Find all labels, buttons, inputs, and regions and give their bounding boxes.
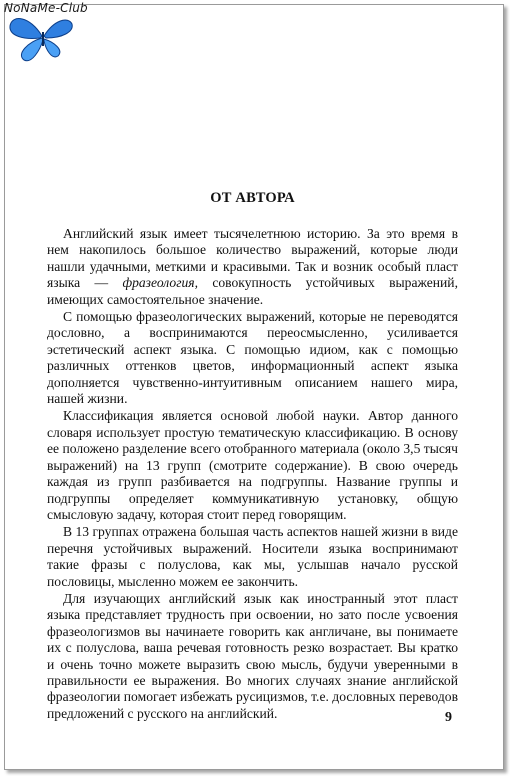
paragraph-1-text-end: совокупность устойчивых выражений, имеющих самостоятельное значение.: [47, 275, 458, 307]
main-content: [47, 190, 458, 722]
paragraph-2: С помощью фразеологических выражений, которые не переводятся дословно, а воспринимаются переосмысленно, усиливается эстетический аспект языка. С помощью идиом, как с помощью различных оттенков цветов, информационный аспект языка дополняется чувственно-интуитивным описанием нашего мира, нашей жизни.: [47, 309, 458, 407]
paragraph-4: В 13 группах отражена большая часть аспектов нашей жизни в виде перечня устойчивых выражений. Носители языка воспринимают такие фразы с полуслова, как мы, услышав начало русской пословицы, мысленно можем ее закончить.: [47, 524, 458, 589]
paragraph-1-text-start: Английский язык имеет тысячелетнюю историю. За это время в нем накопилось большое количество выражений, которые люди нашли удачными, меткими и красивыми. Так и возник особый пласт языка —: [47, 226, 458, 291]
page-number: 9: [445, 710, 452, 725]
paragraph-1: [47, 226, 458, 308]
paragraph-3: Классификация является основой любой науки. Автор данного словаря использует простую тематическую классификацию. В основу ее положено разделение всего отобранного материала (около 3,5 тысяч выражений) на 13 групп (смотрите содержание). В свою очередь каждая из групп разбивается на подгруппы. Название группы и подгруппы определяет коммуникативную установку, общую смысловую задачу, которая стоит перед говорящим.: [47, 408, 458, 522]
watermark-logo: [0, 0, 140, 70]
italic-term: фразеология,: [122, 275, 199, 291]
paragraph-5: Для изучающих английский язык как иностранный этот пласт языка представляет трудность при освоении, но зато после усвоения фразеологизмов вы начинаете говорить как англичане, вы понимаете их с полуслова, ваша речевая готовность резко возрастает. Вы кратко и очень точно можете выразить свою мысль, будучи уверенными в правильности ее выражения. Во многих случаях знание английской фразеологии помогает избежать русицизмов, т.е. дословных переводов предложений с русского на английский.: [47, 590, 458, 721]
page-title: ОТ АВТОРА: [210, 190, 295, 206]
butterfly-icon: [8, 10, 78, 62]
watermark-text: NoNaMe-Club: [4, 1, 88, 15]
